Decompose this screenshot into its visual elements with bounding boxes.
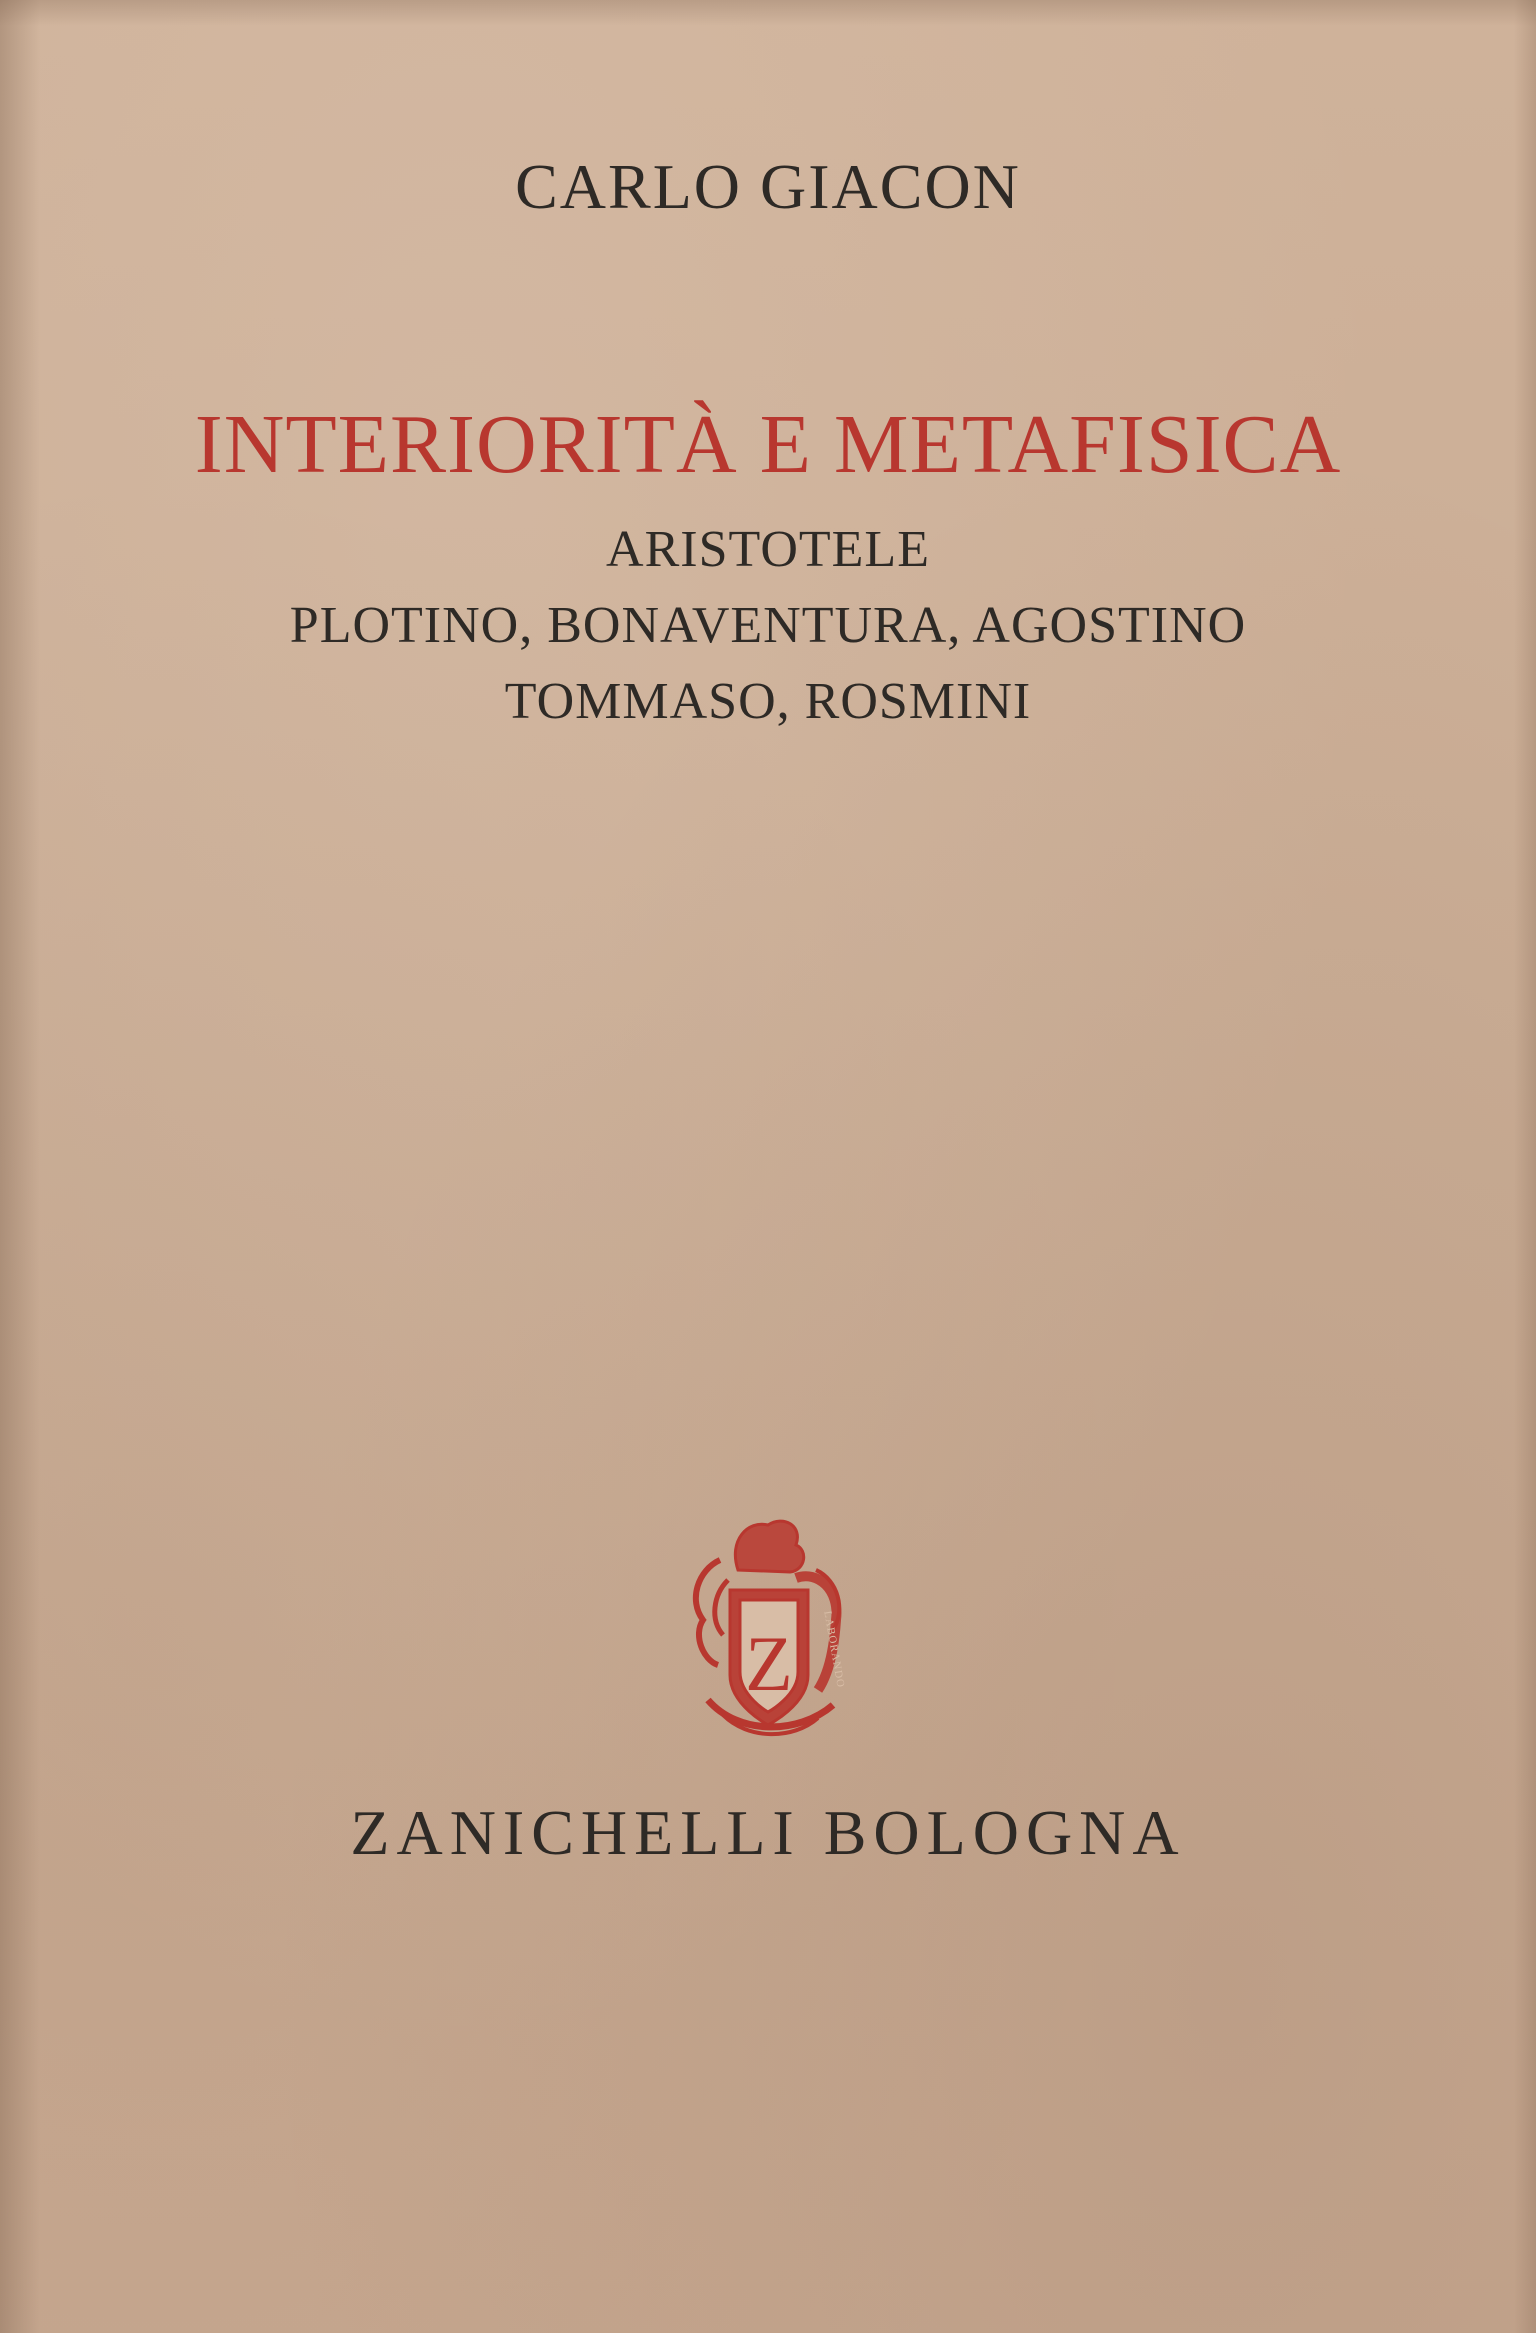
subtitle-line-1: ARISTOTELE: [606, 521, 930, 578]
subtitle-line-2: PLOTINO, BONAVENTURA, AGOSTINO: [289, 597, 1247, 654]
cover-right-edge-shadow: [1514, 0, 1536, 2333]
book-title: INTERIORITÀ E METAFISICA: [194, 398, 1342, 491]
publisher-name: ZANICHELLI BOLOGNA: [350, 1797, 1186, 1868]
subtitle-line-3: TOMMASO, ROSMINI: [504, 673, 1032, 730]
author-name: CARLO GIACON: [515, 151, 1021, 222]
cover-left-edge-shadow: [0, 0, 40, 2333]
emblem-ribbon-text: LABORANDO: [821, 1609, 847, 1689]
emblem-letter: Z: [745, 1620, 793, 1707]
cover-top-edge-shadow: [0, 0, 1536, 26]
zanichelli-crest-icon: [668, 1500, 868, 1740]
